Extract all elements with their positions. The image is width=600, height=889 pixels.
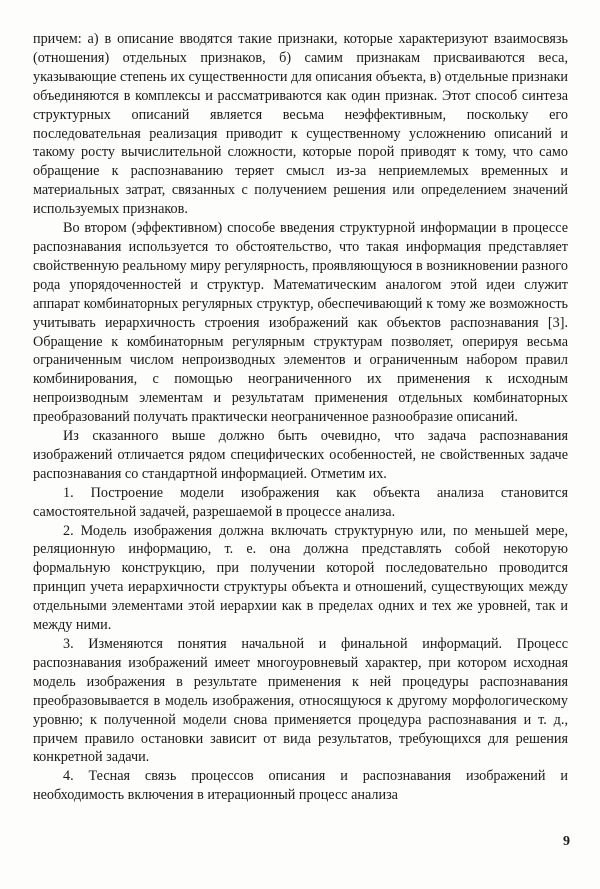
paragraph-feature-4: 4. Тесная связь процессов описания и распознавания изображений и необходимость включения в итерационный процесс анализа <box>33 768 568 804</box>
page-number: 9 <box>563 834 570 849</box>
paragraph-feature-2: 2. Модель изображения должна включать структурную или, по меньшей мере, реляционную информацию, т. е. она должна представлять собой некоторую формальную конструкцию, при получении которой последовательно проводится принцип учета иерархичности структуры объекта и отношений, существующих между отдельными элементами этой иерархии как в пределах одних и тех же уровней, так и между ними. <box>33 522 568 634</box>
paragraph-feature-1: 1. Построение модели изображения как объекта анализа становится самостоятельной задачей, разрешаемой в процессе анализа. <box>33 484 568 520</box>
paragraph-features-intro: Из сказанного выше должно быть очевидно, что задача распознавания изображений отличается рядом специфических особенностей, не свойственных задаче распознавания со стандартной информацией. Отметим их. <box>33 428 568 482</box>
paragraph-feature-3: 3. Изменяются понятия начальной и финальной информаций. Процесс распознавания изображений имеет многоуровневый характер, при котором исходная модель изображения в результате применения к ней процедуры распознавания преобразовывается в модель изображения, относящуюся к другому морфологическому уровню; к полученной модели снова применяется процедура распознавания и т. д., причем правило остановки зависит от вида результатов, требующихся для решения конкретной задачи. <box>33 636 568 766</box>
paragraph-effective-method: Во втором (эффективном) способе введения структурной информации в процессе распознавания используется то обстоятельство, что такая информация представляет свойственную реальному миру регулярность, проявляющуюся в возникновении разного рода упорядоченностей и структур. Математическим аналогом этой идеи служит аппарат комбинаторных регулярных структур, обеспечивающий к тому же возможность учитывать иерархичность строения изображений как объектов распознавания [3]. Обращение к комбинаторным регулярным структурам позволяет, оперируя весьма ограниченным числом непроизводных элементов и ограниченным набором правил комбинирования, с помощью неограниченного их применения к исходным непроизводным элементам и результатам применения отдельных комбинаторных преобразований получать практически неограниченное разнообразие описаний. <box>33 220 568 426</box>
paragraph-continuation: причем: а) в описание вводятся такие признаки, которые характеризуют взаимосвязь (отношения) отдельных признаков, б) самим признакам присваиваются веса, указывающие степень их существенности для описания объекта, в) отдельные признаки объединяются в комплексы и рассматриваются как один признак. Этот способ синтеза структурных описаний является весьма неэффективным, поскольку его последовательная реализация приводит к существенному усложнению описаний и такому росту вычислительной сложности, которые порой приводят к тому, что само обращение к распознаванию теряет смысл из-за неприемлемых временных и материальных затрат, связанных с получением решения или определением значений используемых признаков. <box>33 31 568 218</box>
